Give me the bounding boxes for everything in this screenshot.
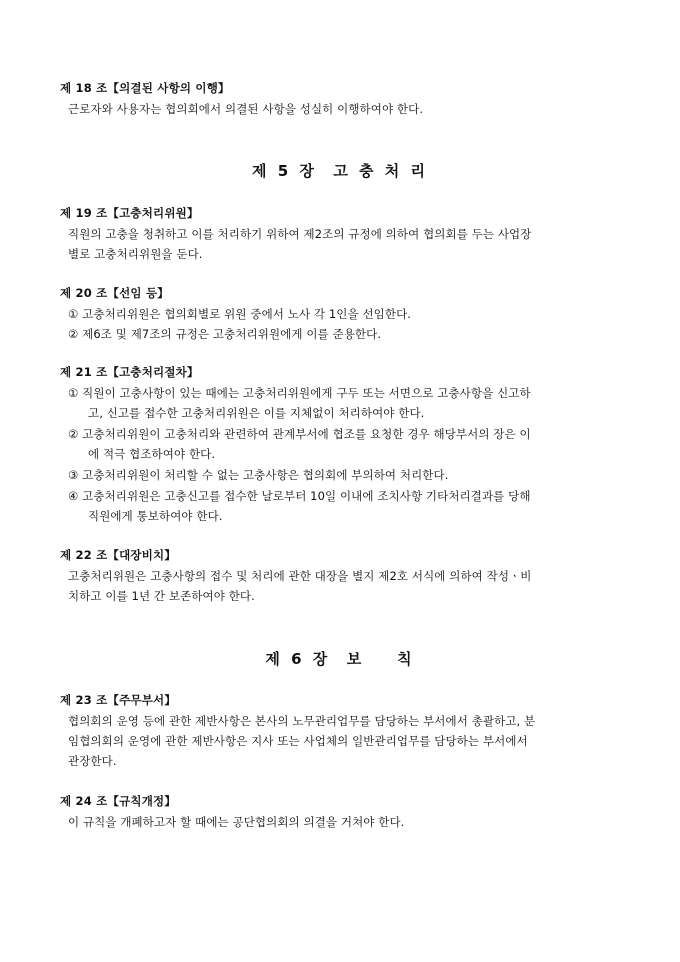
article-21-title: 제 21 조【고충처리절차】 [60, 365, 199, 379]
article-21-item-1: ① 직원이 고충사항이 있는 때에는 고충처리위원에게 구두 또는 서면으로 고충사항을 신고하 [68, 386, 531, 400]
article-20-item-1: ① 고충처리위원은 협의회별로 위원 중에서 노사 각 1인을 선임한다. [68, 307, 412, 321]
article-24-title: 제 24 조【규칙개정】 [60, 794, 177, 808]
chapter-6-heading: 제 6 장 보 칙 [265, 650, 415, 668]
article-22-line-1: 고충처리위원은 고충사항의 접수 및 처리에 관한 대장을 별지 제2호 서식에 의하여 작성ㆍ비 [68, 569, 532, 583]
article-21-item-2: ② 고충처리위원이 고충처리와 관련하여 관계부서에 협조를 요청한 경우 해당부서의 장은 이 [68, 427, 531, 441]
article-18-title: 제 18 조【의결된 사항의 이행】 [60, 81, 230, 95]
article-19-line-2: 별로 고충처리위원을 둔다. [68, 247, 203, 261]
article-19-line-1: 직원의 고충을 청취하고 이를 처리하기 위하여 제2조의 규정에 의하여 협의회를 두는 사업장 [68, 227, 532, 241]
article-21-item-1-cont: 고, 신고를 접수한 고충처리위원은 이를 지체없이 처리하여야 한다. [88, 406, 425, 420]
article-23-line-1: 협의회의 운영 등에 관한 제반사항은 본사의 노무관리업무를 담당하는 부서에서 총괄하고, 분 [68, 714, 536, 728]
article-20-title: 제 20 조【선임 등】 [60, 286, 169, 300]
article-21-item-2-cont: 에 적극 협조하여야 한다. [88, 447, 216, 461]
article-23-line-3: 관장한다. [68, 754, 117, 768]
article-20-item-2: ② 제6조 및 제7조의 규정은 고충처리위원에게 이를 준용한다. [68, 327, 382, 341]
article-23-title: 제 23 조【주무부서】 [60, 693, 177, 707]
article-18-line-1: 근로자와 사용자는 협의회에서 의결된 사항을 성실히 이행하여야 한다. [68, 102, 424, 116]
article-24-line-1: 이 규칙을 개폐하고자 할 때에는 공단협의회의 의결을 거쳐야 한다. [68, 815, 405, 829]
article-21-item-4-cont: 직원에게 통보하여야 한다. [88, 509, 223, 523]
article-21-item-3: ③ 고충처리위원이 처리할 수 없는 고충사항은 협의회에 부의하여 처리한다. [68, 468, 449, 482]
chapter-5-heading: 제 5 장 고 충 처 리 [252, 162, 428, 180]
article-19-title: 제 19 조【고충처리위원】 [60, 206, 199, 220]
article-22-line-2: 치하고 이를 1년 간 보존하여야 한다. [68, 589, 255, 603]
article-21-item-4: ④ 고충처리위원은 고충신고를 접수한 날로부터 10일 이내에 조치사항 기타처리결과를 당해 [68, 489, 531, 503]
article-23-line-2: 임협의회의 운영에 관한 제반사항은 지사 또는 사업체의 일반관리업무를 담당하는 부서에서 [68, 734, 528, 748]
article-22-title: 제 22 조【대장비치】 [60, 548, 177, 562]
